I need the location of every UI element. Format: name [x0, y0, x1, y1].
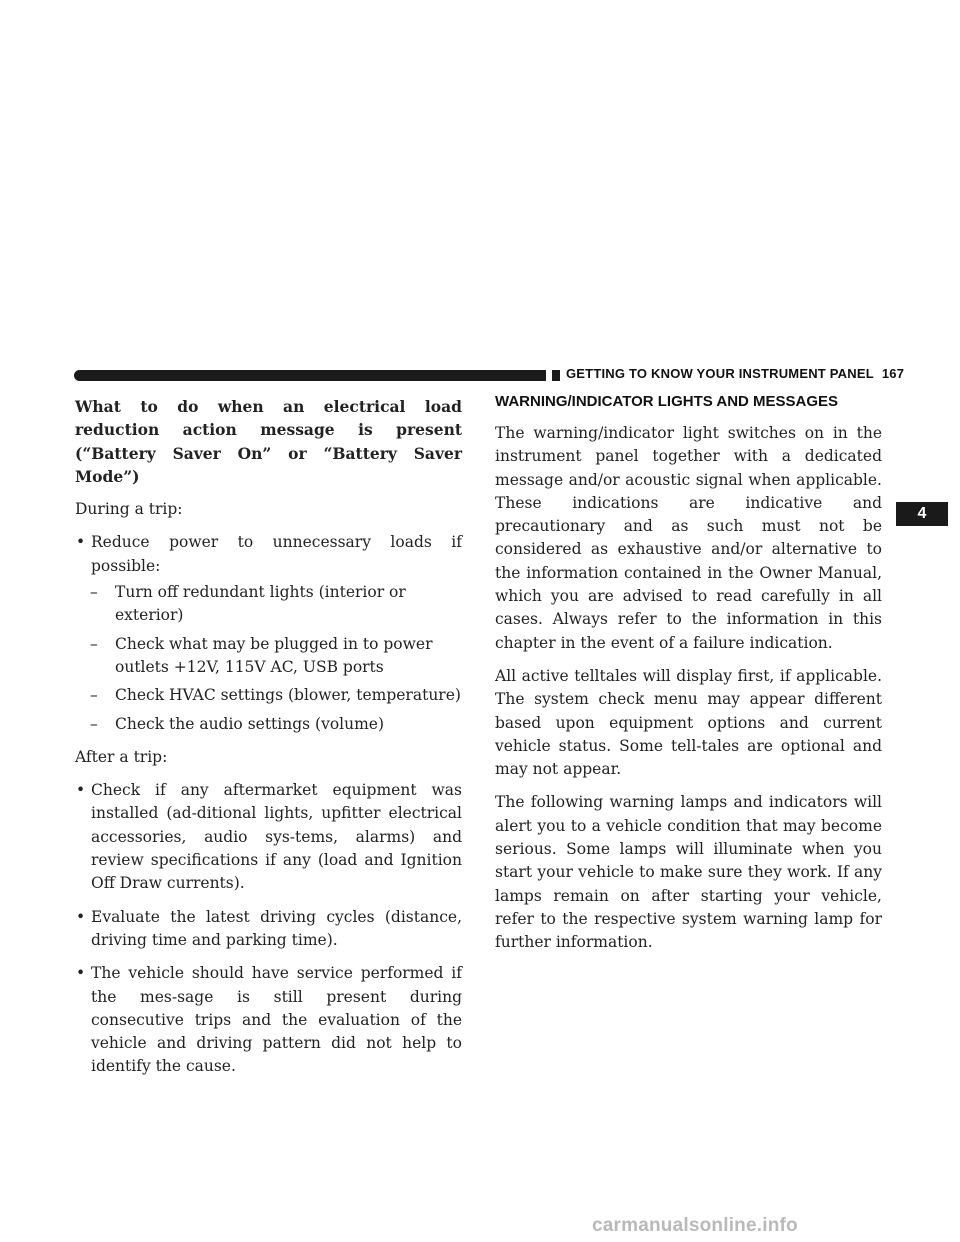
bullet-item: • Reduce power to unnecessary loads if possible:	[75, 531, 462, 578]
body-paragraph: All active telltales will display first, if applicable. The system check menu may appear different based upon equipment options and current vehicle status. Some tell-tales are optional and may not appear.	[495, 666, 882, 779]
dash-item: – Check the audio settings (volume)	[75, 713, 462, 736]
dash-item: – Turn off redundant lights (interior or exterior)	[75, 581, 462, 628]
chapter-tab: 4	[896, 502, 948, 526]
left-column	[75, 395, 462, 1089]
dash-item: – Check HVAC settings (blower, temperature)	[75, 684, 462, 707]
page-number: 167	[881, 366, 905, 381]
running-header	[560, 366, 910, 381]
during-trip-label: During a trip:	[75, 500, 183, 519]
body-paragraph: The following warning lamps and indicators will alert you to a vehicle condition that may become serious. Some lamps will illuminate when you start your vehicle to make sure they work. If any lamps remain on after starting your vehicle, refer to the respective system warning lamp for further information.	[495, 793, 882, 952]
bullet-item: • Evaluate the latest driving cycles (distance, driving time and parking time).	[75, 906, 462, 953]
subsection-heading: What to do when an electrical load reduction action message is present (“Battery Saver On” or “Battery Saver Mode”)	[75, 397, 462, 486]
header-title: GETTING TO KNOW YOUR INSTRUMENT PANEL	[566, 366, 874, 381]
watermark: carmanualsonline.info	[592, 1215, 798, 1236]
right-column	[495, 392, 882, 965]
dash-item: – Check what may be plugged in to power outlets +12V, 115V AC, USB ports	[75, 633, 462, 680]
body-paragraph: The warning/indicator light switches on in the instrument panel together with a dedicated message and/or acoustic signal when applicable. These indications are indicative and precautionary and as such must not be considered as exhaustive and/or alternative to the information contained in the Owner Manual, which you are advised to read carefully in all cases. Always refer to the information in this chapter in the event of a failure indication.	[495, 424, 882, 652]
after-trip-label: After a trip:	[75, 747, 168, 766]
bullet-item: • The vehicle should have service performed if the mes-sage is still present during consecutive trips and the evaluation of the vehicle and driving pattern did not help to identify the cause.	[75, 962, 462, 1078]
section-title: WARNING/INDICATOR LIGHTS AND MESSAGES	[495, 393, 839, 410]
bullet-item: • Check if any aftermarket equipment was installed (ad-ditional lights, upfitter electrical accessories, audio sys-tems, alarms) and review specifications if any (load and Ignition Off Draw currents).	[75, 779, 462, 895]
header-rule-left	[74, 370, 546, 381]
